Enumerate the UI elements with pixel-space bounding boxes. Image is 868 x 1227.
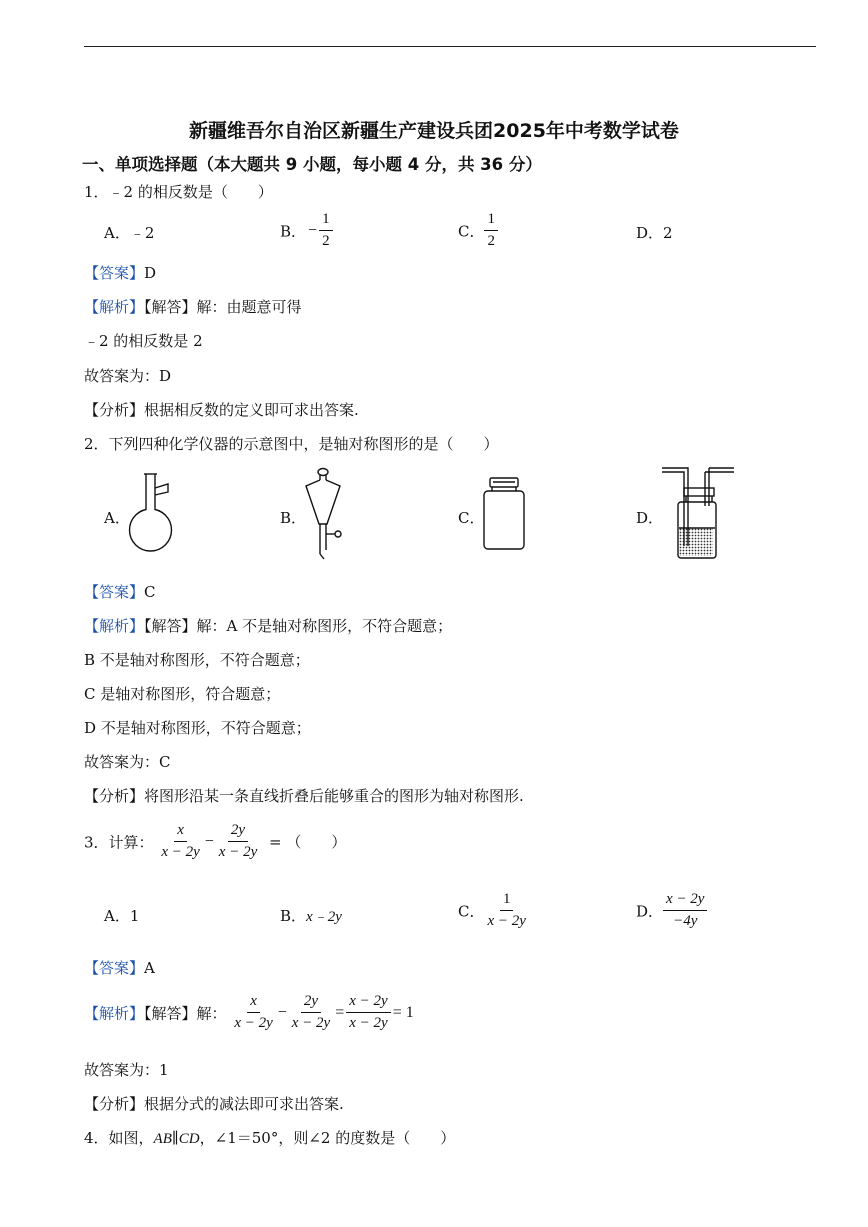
q1-option-b-sign: − (308, 221, 318, 239)
q2-option-c[interactable]: C． (458, 509, 485, 527)
fraction-numerator: x (247, 993, 260, 1013)
header-rule (84, 46, 816, 47)
q3-analysis: 【分析】根据分式的减法即可求出答案. (84, 1095, 344, 1113)
fraction-denominator: x − 2y (234, 1015, 273, 1032)
q2-jiexi (84, 615, 452, 636)
q3-option-b-label: B． (280, 907, 307, 925)
answer-value: D (144, 264, 157, 282)
fraction-denominator: x − 2y (291, 1015, 331, 1032)
q3-option-d[interactable] (636, 891, 707, 931)
answer-value: A (144, 959, 155, 977)
q2-analysis: 【分析】将图形沿某一条直线折叠后能够重合的图形为轴对称图形. (84, 787, 524, 805)
minus-sign: − (277, 1003, 287, 1021)
fraction-denominator: x − 2y (161, 844, 200, 861)
q1-jiexi (84, 296, 302, 317)
q3-option-a[interactable]: A．1 (104, 907, 140, 925)
fraction-numerator: 2y (228, 822, 248, 842)
fraction-numerator: 1 (319, 211, 333, 231)
q4-stem-start: 4．如图， (84, 1129, 154, 1147)
fraction-numerator: x (174, 822, 187, 842)
answer-tag: 【答案】 (84, 959, 145, 977)
q1-answer (84, 262, 156, 283)
q4-stem (84, 1127, 455, 1148)
q3-option-c[interactable] (458, 891, 529, 931)
fraction-denominator: x − 2y (218, 844, 258, 861)
q1-option-c-fraction (484, 211, 498, 251)
q4-stem-parallel: AB∥CD (153, 1131, 200, 1147)
q3-option-d-fraction (663, 891, 707, 931)
q3-stem-tail: = （ ） (269, 833, 347, 852)
jiexi-text: 【解答】解：A 不是轴对称图形，不符合题意； (144, 617, 453, 635)
q3-option-b-expr: x﹣2y (306, 909, 342, 925)
q3-option-b[interactable] (280, 905, 342, 926)
q3-option-d-label: D． (636, 902, 664, 921)
q1-analysis: 【分析】根据相反数的定义即可求出答案. (84, 401, 359, 419)
section-heading: 一、单项选择题（本大题共 9 小题，每小题 4 分，共 36 分） (82, 155, 542, 174)
q3-fraction-1 (158, 822, 202, 862)
reagent-bottle-icon (480, 476, 530, 554)
q3-stem-text: 3．计算： (84, 833, 154, 852)
fraction-denominator: x − 2y (487, 913, 526, 930)
fraction-denominator: 2 (322, 233, 330, 250)
fraction-numerator: x − 2y (346, 993, 390, 1013)
gas-washing-bottle-icon (658, 462, 740, 562)
q1-option-c-label: C． (458, 222, 485, 241)
q1-conclusion: 故答案为：D (84, 367, 172, 385)
q2-solution-line-c: C 是轴对称图形，符合题意； (84, 685, 281, 703)
q2-solution-line-d: D 不是轴对称图形，不符合题意； (84, 719, 311, 737)
fraction-numerator: x − 2y (663, 891, 707, 911)
q2-solution-line-b: B 不是轴对称图形，不符合题意； (84, 651, 310, 669)
answer-value: C (144, 583, 156, 601)
q3-option-c-label: C． (458, 902, 485, 921)
result-value: = 1 (392, 1003, 414, 1021)
q3-solution-fraction-1 (231, 993, 275, 1033)
jiexi-tag: 【解析】 (84, 298, 145, 316)
q2-option-d[interactable]: D． (636, 509, 664, 527)
separatory-funnel-icon (298, 466, 350, 560)
q3-stem (84, 822, 346, 862)
q1-option-c[interactable] (458, 211, 498, 251)
equals-sign: = (335, 1003, 345, 1021)
fraction-numerator: 2y (301, 993, 321, 1013)
fraction-numerator: 1 (484, 211, 498, 231)
q2-option-a[interactable]: A． (104, 509, 130, 527)
answer-tag: 【答案】 (84, 264, 145, 282)
q1-solution-line: ﹣2 的相反数是 2 (84, 332, 203, 350)
q1-option-d[interactable]: D．2 (636, 224, 673, 242)
minus-sign: − (204, 832, 214, 850)
q2-option-b[interactable]: B． (280, 509, 307, 527)
q3-answer (84, 957, 155, 978)
jiexi-tag: 【解析】 (84, 1004, 145, 1023)
fraction-denominator: 2 (487, 233, 495, 250)
q1-option-b-fraction (319, 211, 333, 251)
answer-tag: 【答案】 (84, 583, 145, 601)
q4-stem-end: ，∠1＝50°，则∠2 的度数是（ ） (199, 1129, 456, 1147)
q3-solution-fraction-2 (289, 993, 333, 1033)
q3-conclusion: 故答案为：1 (84, 1061, 169, 1079)
fraction-numerator: 1 (500, 891, 514, 911)
q2-conclusion: 故答案为：C (84, 753, 171, 771)
jiexi-text: 【解答】解： (144, 1004, 227, 1023)
fraction-denominator: x − 2y (349, 1015, 388, 1032)
q1-option-a[interactable]: A．﹣2 (104, 224, 155, 242)
q1-option-b[interactable] (280, 211, 333, 251)
q3-jiexi (84, 993, 416, 1033)
q1-option-b-label: B． (280, 222, 307, 241)
q2-answer (84, 581, 156, 602)
page-title: 新疆维吾尔自治区新疆生产建设兵团2025年中考数学试卷 (189, 120, 679, 142)
q3-option-c-fraction (484, 891, 528, 931)
q2-stem: 2．下列四种化学仪器的示意图中，是轴对称图形的是（ ） (84, 435, 499, 453)
q3-fraction-2 (216, 822, 260, 862)
jiexi-text: 【解答】解：由题意可得 (144, 298, 302, 316)
jiexi-tag: 【解析】 (84, 617, 145, 635)
q3-solution-fraction-3 (346, 993, 390, 1033)
q1-stem: 1．﹣2 的相反数是（ ） (84, 183, 273, 201)
flask-icon (124, 470, 184, 558)
fraction-denominator: −4y (673, 913, 698, 930)
